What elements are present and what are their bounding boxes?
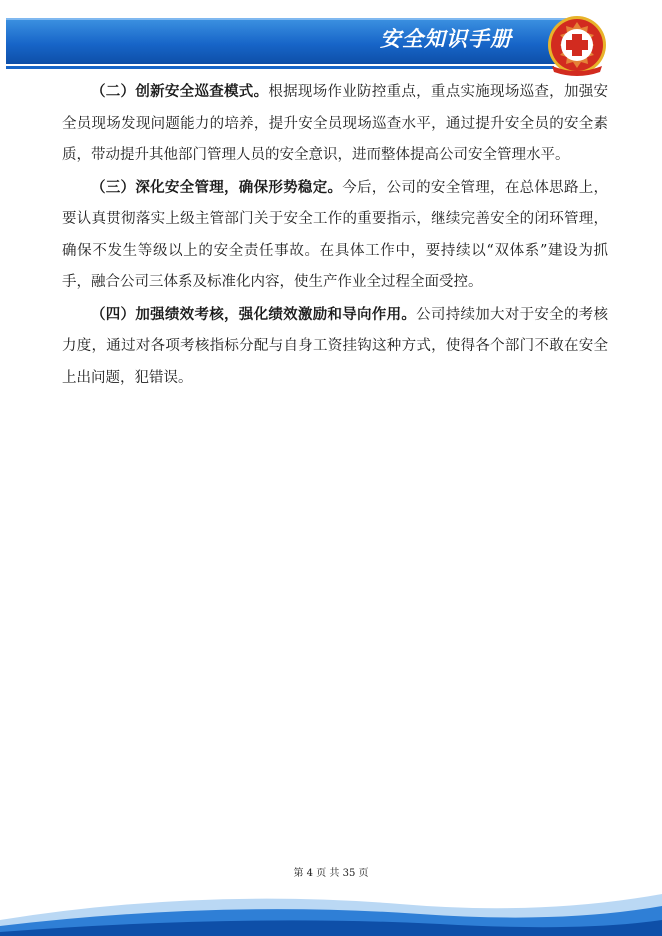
page-number: 第 4 页 共 35 页 [293,868,369,879]
header-underline [6,66,554,69]
paragraph-safety-management [62,172,608,299]
paragraph-text: 根据现场作业防控重点，重点实施现场巡查，加强安全员现场发现问题能力的培养，提升安全员现场巡查水平，通过提升安全员的安全素质，带动提升其他部门管理人员的安全意识，进而整体提高公司安全管理水平。 [62,84,609,163]
handbook-title: 安全知识手册 [380,27,512,51]
paragraph-text: 今后，公司的安全管理，在总体思路上，要认真贯彻落实上级主管部门关于安全工作的重要指示，继续完善安全的闭环管理，确保不发生等级以上的安全责任事故。在具体工作中，要持续以“双体系”建设为抓手，融合公司三体系及标准化内容，使生产作业全过程全面受控。 [62,179,608,290]
paragraph-performance-assessment [62,299,608,395]
page-header [0,14,662,72]
paragraph-heading: （二）创新安全巡查模式。 [91,83,269,100]
paragraph-safety-inspection [62,76,608,172]
paragraph-heading: （三）深化安全管理，确保形势稳定。 [91,178,343,196]
paragraph-text: 公司持续加大对于安全的考核力度，通过对各项考核指标分配与自身工资挂钩这种方式，使得各个部门不敢在安全上出问题，犯错误。 [62,306,609,386]
footer-wave-decoration [0,880,662,936]
safety-cross-emblem-icon [546,14,608,76]
document-body [62,76,608,394]
paragraph-heading: （四）加强绩效考核，强化绩效激励和导向作用。 [91,305,417,323]
